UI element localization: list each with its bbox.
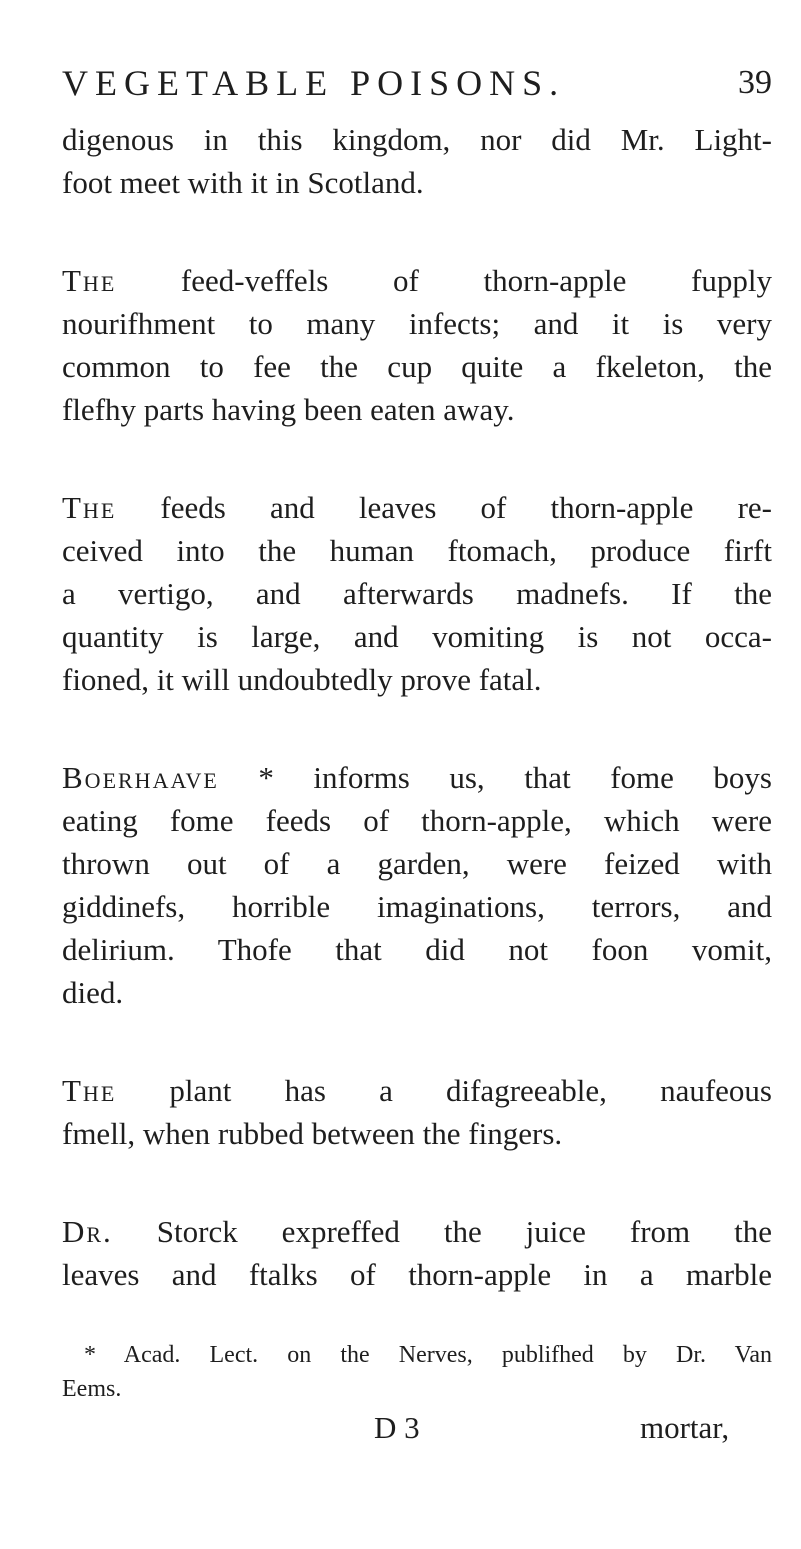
page-number: 39 <box>738 64 772 101</box>
footnote-line: * Acad. Lect. on the Nerves, publifhed by Dr. Van <box>84 1342 772 1368</box>
footnote <box>62 1338 772 1406</box>
catchword: mortar, <box>640 1410 730 1445</box>
text-line <box>62 1210 772 1253</box>
paragraph-5 <box>62 1069 772 1155</box>
text-line <box>62 1069 772 1112</box>
text-line: ceived into the human ftomach, produce firft <box>62 533 772 568</box>
page-foot <box>0 1408 801 1448</box>
text-line-rest: feeds and leaves of thorn-apple re- <box>116 490 772 525</box>
text-line-rest: feed-veffels of thorn-apple fupply <box>116 263 772 298</box>
text-line: died. <box>62 975 124 1010</box>
text-line: thrown out of a garden, were feized with <box>62 846 772 881</box>
running-title: VEGETABLE POISONS. <box>62 63 566 103</box>
running-head <box>62 58 772 108</box>
paragraph-3 <box>62 486 772 701</box>
paragraph-lead: Dr. <box>62 1214 113 1249</box>
footnote-line: Eems. <box>62 1376 122 1402</box>
text-line: nourifhment to many infects; and it is very <box>62 306 772 341</box>
text-line: common to fee the cup quite a fkeleton, the <box>62 349 772 384</box>
text-line: digenous in this kingdom, nor did Mr. Light- <box>62 122 772 157</box>
text-line-rest: plant has a difagreeable, naufeous <box>116 1073 772 1108</box>
signature-mark: D 3 <box>374 1410 420 1445</box>
text-line: fmell, when rubbed between the fingers. <box>62 1116 563 1151</box>
text-line: foot meet with it in Scotland. <box>62 165 424 200</box>
text-line: fioned, it will undoubtedly prove fatal. <box>62 662 542 697</box>
paragraph-lead: The <box>62 490 117 525</box>
text-line: giddinefs, horrible imaginations, terrors, and <box>62 889 772 924</box>
text-line-rest: Storck expreffed the juice from the <box>112 1214 772 1249</box>
text-line: flefhy parts having been eaten away. <box>62 392 515 427</box>
text-line: leaves and ftalks of thorn-apple in a marble <box>62 1257 772 1292</box>
paragraph-4 <box>62 756 772 1014</box>
paragraph-lead: The <box>62 263 117 298</box>
text-line: delirium. Thofe that did not foon vomit, <box>62 932 772 967</box>
text-line: quantity is large, and vomiting is not occa- <box>62 619 772 654</box>
paragraph-6 <box>62 1210 772 1296</box>
text-line: eating fome feeds of thorn-apple, which were <box>62 803 772 838</box>
text-line <box>62 259 772 302</box>
text-line <box>62 756 772 799</box>
text-line <box>62 486 772 529</box>
paragraph-2 <box>62 259 772 431</box>
paragraph-lead: The <box>62 1073 117 1108</box>
text-line: a vertigo, and afterwards madnefs. If the <box>62 576 772 611</box>
paragraph-1 <box>62 118 772 204</box>
body-text <box>62 118 772 1296</box>
paragraph-lead: Boerhaave <box>62 760 219 795</box>
text-line-rest: * informs us, that fome boys <box>218 760 772 795</box>
